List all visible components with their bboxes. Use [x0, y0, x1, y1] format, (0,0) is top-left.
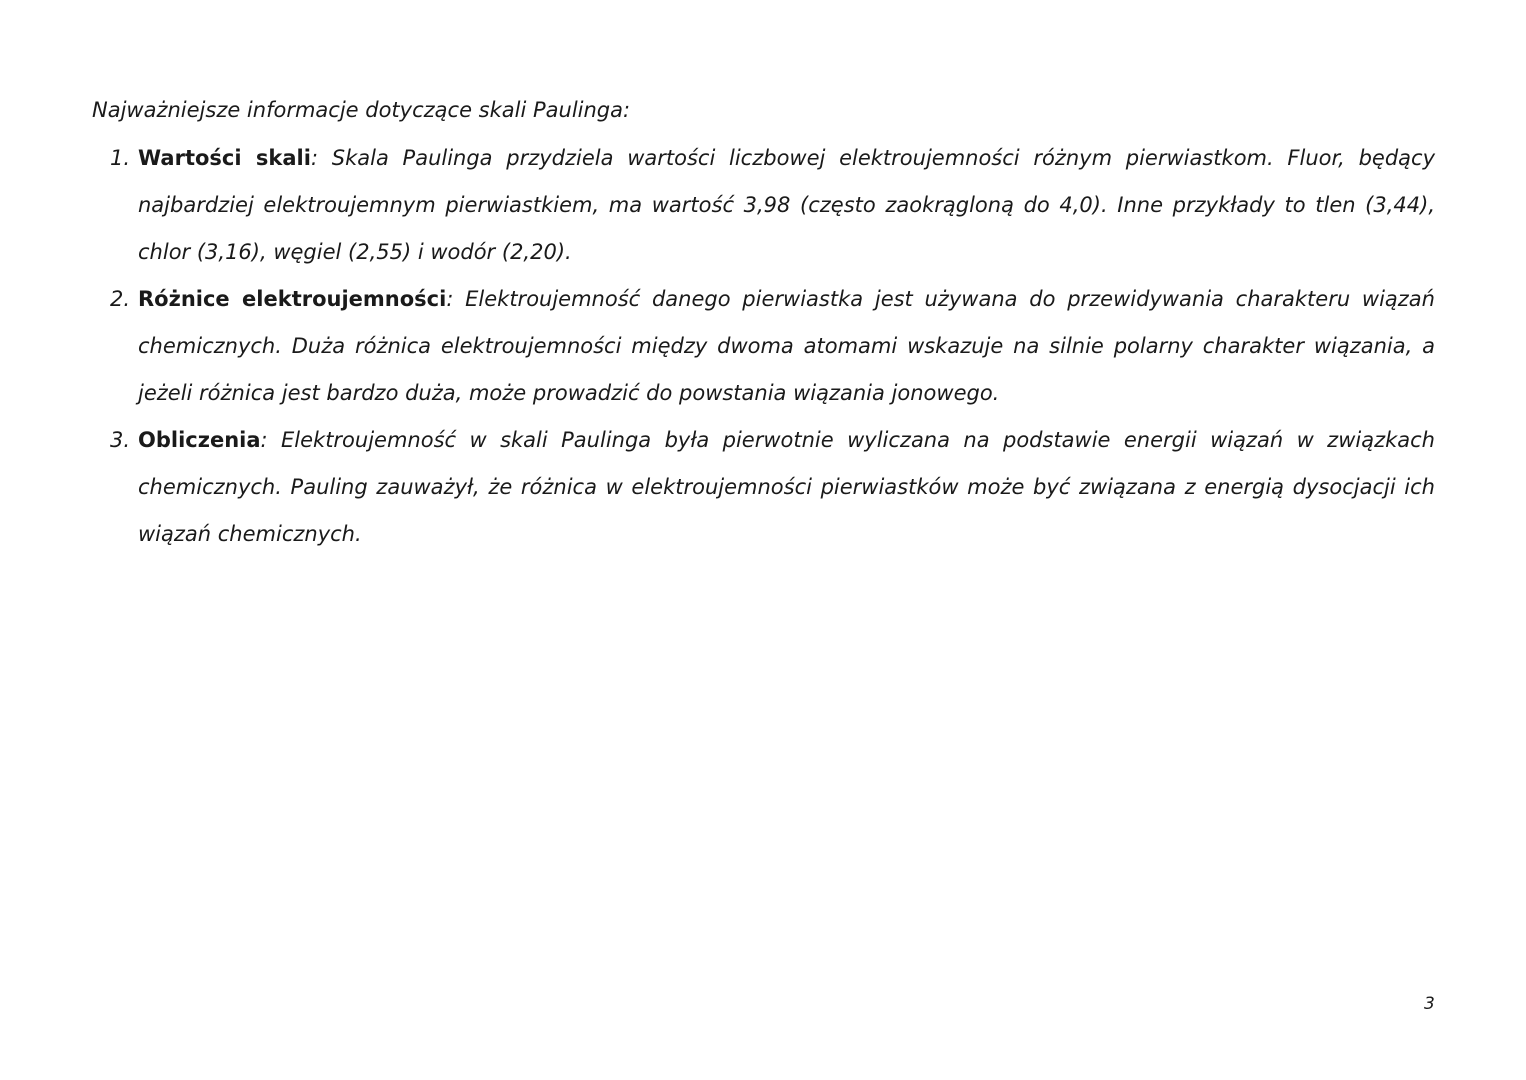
- item-colon: :: [260, 428, 268, 452]
- item-number: 1.: [110, 146, 131, 170]
- intro-heading: Najważniejsze informacje dotyczące skali Paulinga:: [92, 98, 631, 122]
- list-item-2: [110, 276, 1435, 417]
- item-colon: :: [310, 146, 319, 170]
- list-item-3: [110, 417, 1435, 558]
- item-text: Elektroujemność danego pierwiastka jest używana do przewidywania charakteru wiązań chemicznych. Duża różnica elektroujemności między dwoma atomami wskazuje na silnie polarny charakter wiązania, a jeżeli różnica jest bardzo duża, może prowadzić do powstania wiązania jonowego.: [138, 287, 1435, 405]
- item-text: Skala Paulinga przydziela wartości liczbowej elektroujemności różnym pierwiastkom. Fluor, będący najbardziej elektroujemnym pierwiastkiem, ma wartość 3,98 (często zaokrągloną do 4,0). Inne przykłady to tlen (3,44), chlor (3,16), węgiel (2,55) i wodór (2,20).: [138, 146, 1435, 264]
- item-number: 3.: [110, 428, 131, 452]
- item-term: Różnice elektroujemności: [138, 287, 447, 311]
- page-number: 3: [1424, 994, 1435, 1014]
- item-term: Wartości skali: [138, 146, 311, 170]
- list-item-1: [110, 135, 1435, 276]
- item-text: Elektroujemność w skali Paulinga była pierwotnie wyliczana na podstawie energii wiązań w związkach chemicznych. Pauling zauważył, że różnica w elektroujemności pierwiastków może być związana z energią dysocjacji ich wiązań chemicznych.: [138, 428, 1435, 546]
- item-colon: :: [446, 287, 454, 311]
- item-term: Obliczenia: [138, 428, 261, 452]
- info-list: [110, 135, 1435, 558]
- item-number: 2.: [110, 287, 131, 311]
